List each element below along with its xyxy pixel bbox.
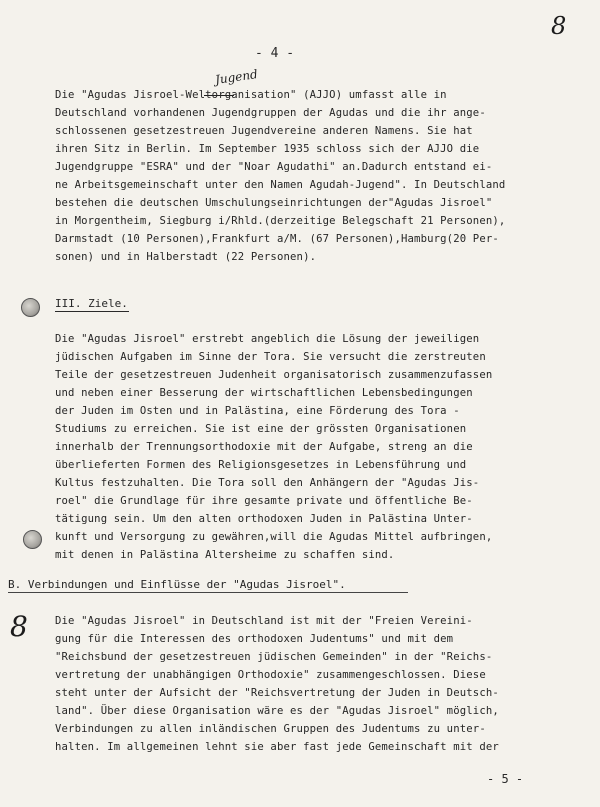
text-line: mit denen in Palästina Altersheime zu schaffen sind. bbox=[55, 549, 395, 561]
text-line: jüdischen Aufgaben im Sinne der Tora. Sie versucht die zerstreuten bbox=[55, 351, 486, 363]
text-line: ihren Sitz in Berlin. Im September 1935 schloss sich der AJJO die bbox=[55, 143, 480, 155]
text-line: vertretung der unabhängigen Orthodoxie" zusammengeschlossen. Diese bbox=[55, 669, 486, 681]
text-line: überlieferten Formen des Religionsgesetzes in Lebensführung und bbox=[55, 459, 467, 471]
text-line: steht unter der Aufsicht der "Reichsvertretung der Juden in Deutsch- bbox=[55, 687, 499, 699]
next-page-indicator: - 5 - bbox=[487, 772, 524, 786]
heading-underline bbox=[8, 592, 408, 593]
text-line: innerhalb der Trennungsorthodoxie mit der Aufgabe, streng an die bbox=[55, 441, 473, 453]
text-line: Teile der gesetzestreuen Judenheit organisatorisch zusammenzufassen bbox=[55, 369, 493, 381]
handwritten-margin-mark: 8 bbox=[10, 610, 28, 643]
punch-hole bbox=[23, 530, 42, 549]
section-heading-ziele: III. Ziele. bbox=[55, 297, 128, 310]
text-line: Die "Agudas Jisroel" in Deutschland ist mit der "Freien Vereini- bbox=[55, 615, 473, 627]
text-line: gung für die Interessen des orthodoxen Judentums" und mit dem bbox=[55, 633, 454, 645]
page-number-top: - 4 - bbox=[255, 46, 295, 61]
text-line: und neben einer Besserung der wirtschaftlichen Lebensbedingungen bbox=[55, 387, 473, 399]
text-line: roel" die Grundlage für ihre gesamte private und öffentliche Be- bbox=[55, 495, 473, 507]
handwritten-correction: Jugend bbox=[214, 67, 259, 87]
text-line: Deutschland vorhandenen Jugendgruppen der Agudas und die ihr ange- bbox=[55, 107, 486, 119]
handwritten-page-mark: 8 bbox=[551, 12, 567, 40]
text-line: tätigung sein. Um den alten orthodoxen Juden in Palästina Unter- bbox=[55, 513, 473, 525]
text-line: der Juden im Osten und in Palästina, eine Förderung des Tora - bbox=[55, 405, 460, 417]
heading-underline bbox=[55, 311, 129, 312]
text-line: Studiums zu erreichen. Sie ist eine der grössten Organisationen bbox=[55, 423, 467, 435]
text-line: in Morgentheim, Siegburg i/Rhld.(derzeitige Belegschaft 21 Personen), bbox=[55, 215, 506, 227]
text-line: halten. Im allgemeinen lehnt sie aber fast jede Gemeinschaft mit der bbox=[55, 741, 499, 753]
text-line: sonen) und in Halberstadt (22 Personen). bbox=[55, 251, 317, 263]
text-line: bestehen die deutschen Umschulungseinrichtungen der"Agudas Jisroel" bbox=[55, 197, 493, 209]
text-line: Darmstadt (10 Personen),Frankfurt a/M. (67 Personen),Hamburg(20 Per- bbox=[55, 233, 499, 245]
text-line: Verbindungen zu allen inländischen Gruppen des Judentums zu unter- bbox=[55, 723, 486, 735]
section-heading-verbindungen: B. Verbindungen und Einflüsse der "Agudas Jisroel". bbox=[8, 578, 346, 591]
text-line: schlossenen gesetzestreuen Jugendvereine anderen Namens. Sie hat bbox=[55, 125, 473, 137]
text-line: Die "Agudas Jisroel-Weltorganisation" (AJJO) umfasst alle in bbox=[55, 89, 447, 101]
text-line: kunft und Versorgung zu gewähren,will die Agudas Mittel aufbringen, bbox=[55, 531, 493, 543]
text-line: Kultus festzuhalten. Die Tora soll den Anhängern der "Agudas Jis- bbox=[55, 477, 480, 489]
text-line: land". Über diese Organisation wäre es der "Agudas Jisroel" möglich, bbox=[55, 705, 499, 717]
text-line: Jugendgruppe "ESRA" und der "Noar Agudathi" an.Dadurch entstand ei- bbox=[55, 161, 493, 173]
text-line: "Reichsbund der gesetzestreuen jüdischen Gemeinden" in der "Reichs- bbox=[55, 651, 493, 663]
punch-hole bbox=[21, 298, 40, 317]
text-line: Die "Agudas Jisroel" erstrebt angeblich die Lösung der jeweiligen bbox=[55, 333, 480, 345]
text-line: ne Arbeitsgemeinschaft unter den Namen Agudah-Jugend". In Deutschland bbox=[55, 179, 506, 191]
